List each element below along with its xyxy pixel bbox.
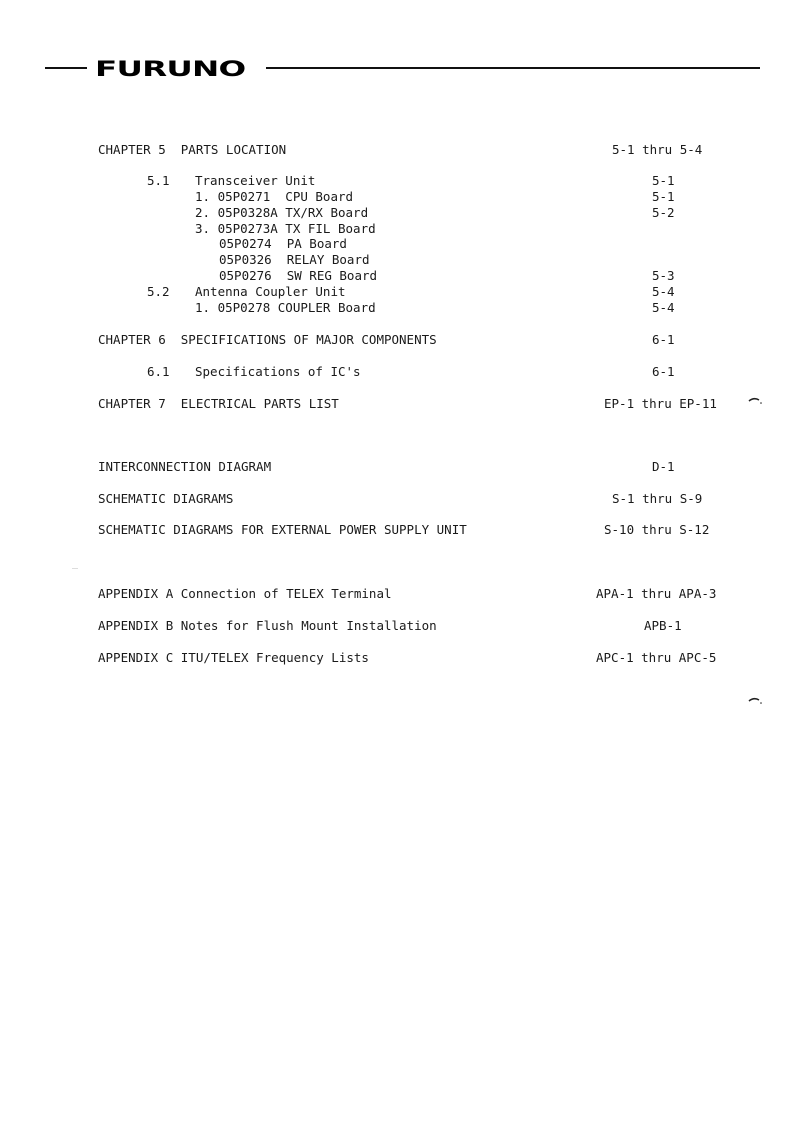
toc-chapter-5-page: 5-1 thru 5-4 xyxy=(612,142,703,157)
toc-page: APC-1 thru APC-5 xyxy=(596,650,717,665)
toc-page: 5-2 xyxy=(652,205,675,220)
margin-mark-icon xyxy=(748,697,762,705)
toc-page: S-1 thru S-9 xyxy=(612,491,703,506)
margin-mark-icon xyxy=(748,397,762,405)
toc-item: 05P0274 PA Board xyxy=(219,236,347,251)
scan-speck xyxy=(72,568,78,569)
toc-page: 5-4 xyxy=(652,300,675,315)
toc-page: 5-4 xyxy=(652,284,675,299)
toc-section-title: Specifications of IC's xyxy=(195,364,361,379)
toc-page: S-10 thru S-12 xyxy=(604,522,710,537)
toc-interconnection: INTERCONNECTION DIAGRAM xyxy=(98,459,272,474)
header-rule-left xyxy=(45,67,87,69)
toc-section-title: Transceiver Unit xyxy=(195,173,316,188)
toc-chapter-5: CHAPTER 5 PARTS LOCATION xyxy=(98,142,287,157)
toc-section-number: 5.2 xyxy=(147,284,170,299)
toc-page: 5-1 xyxy=(652,189,675,204)
toc-appendix-b: APPENDIX B Notes for Flush Mount Installation xyxy=(98,618,437,633)
toc-section-title: Antenna Coupler Unit xyxy=(195,284,346,299)
toc-item: 05P0276 SW REG Board xyxy=(219,268,378,283)
toc-item: 3. 05P0273A TX FIL Board xyxy=(195,221,376,236)
toc-page: 6-1 xyxy=(652,332,675,347)
toc-appendix-a: APPENDIX A Connection of TELEX Terminal xyxy=(98,586,392,601)
toc-item: 05P0326 RELAY Board xyxy=(219,252,370,267)
toc-page: EP-1 thru EP-11 xyxy=(604,396,717,411)
toc-page: 5-1 xyxy=(652,173,675,188)
toc-appendix-c: APPENDIX C ITU/TELEX Frequency Lists xyxy=(98,650,369,665)
toc-section-number: 5.1 xyxy=(147,173,170,188)
toc-schematic: SCHEMATIC DIAGRAMS xyxy=(98,491,234,506)
header-rule-right xyxy=(266,67,760,69)
toc-chapter-6: CHAPTER 6 SPECIFICATIONS OF MAJOR COMPONENTS xyxy=(98,332,437,347)
toc-page: 5-3 xyxy=(652,268,675,283)
toc-chapter-7: CHAPTER 7 ELECTRICAL PARTS LIST xyxy=(98,396,339,411)
toc-item: 2. 05P0328A TX/RX Board xyxy=(195,205,369,220)
toc-section-number: 6.1 xyxy=(147,364,170,379)
toc-item: 1. 05P0271 CPU Board xyxy=(195,189,354,204)
toc-page: APB-1 xyxy=(644,618,682,633)
toc-page: APA-1 thru APA-3 xyxy=(596,586,717,601)
furuno-logo: FURUNO xyxy=(95,57,246,81)
toc-page: D-1 xyxy=(652,459,675,474)
toc-schematic-ext: SCHEMATIC DIAGRAMS FOR EXTERNAL POWER SUPPLY UNIT xyxy=(98,522,467,537)
toc-page: 6-1 xyxy=(652,364,675,379)
toc-item: 1. 05P0278 COUPLER Board xyxy=(195,300,376,315)
